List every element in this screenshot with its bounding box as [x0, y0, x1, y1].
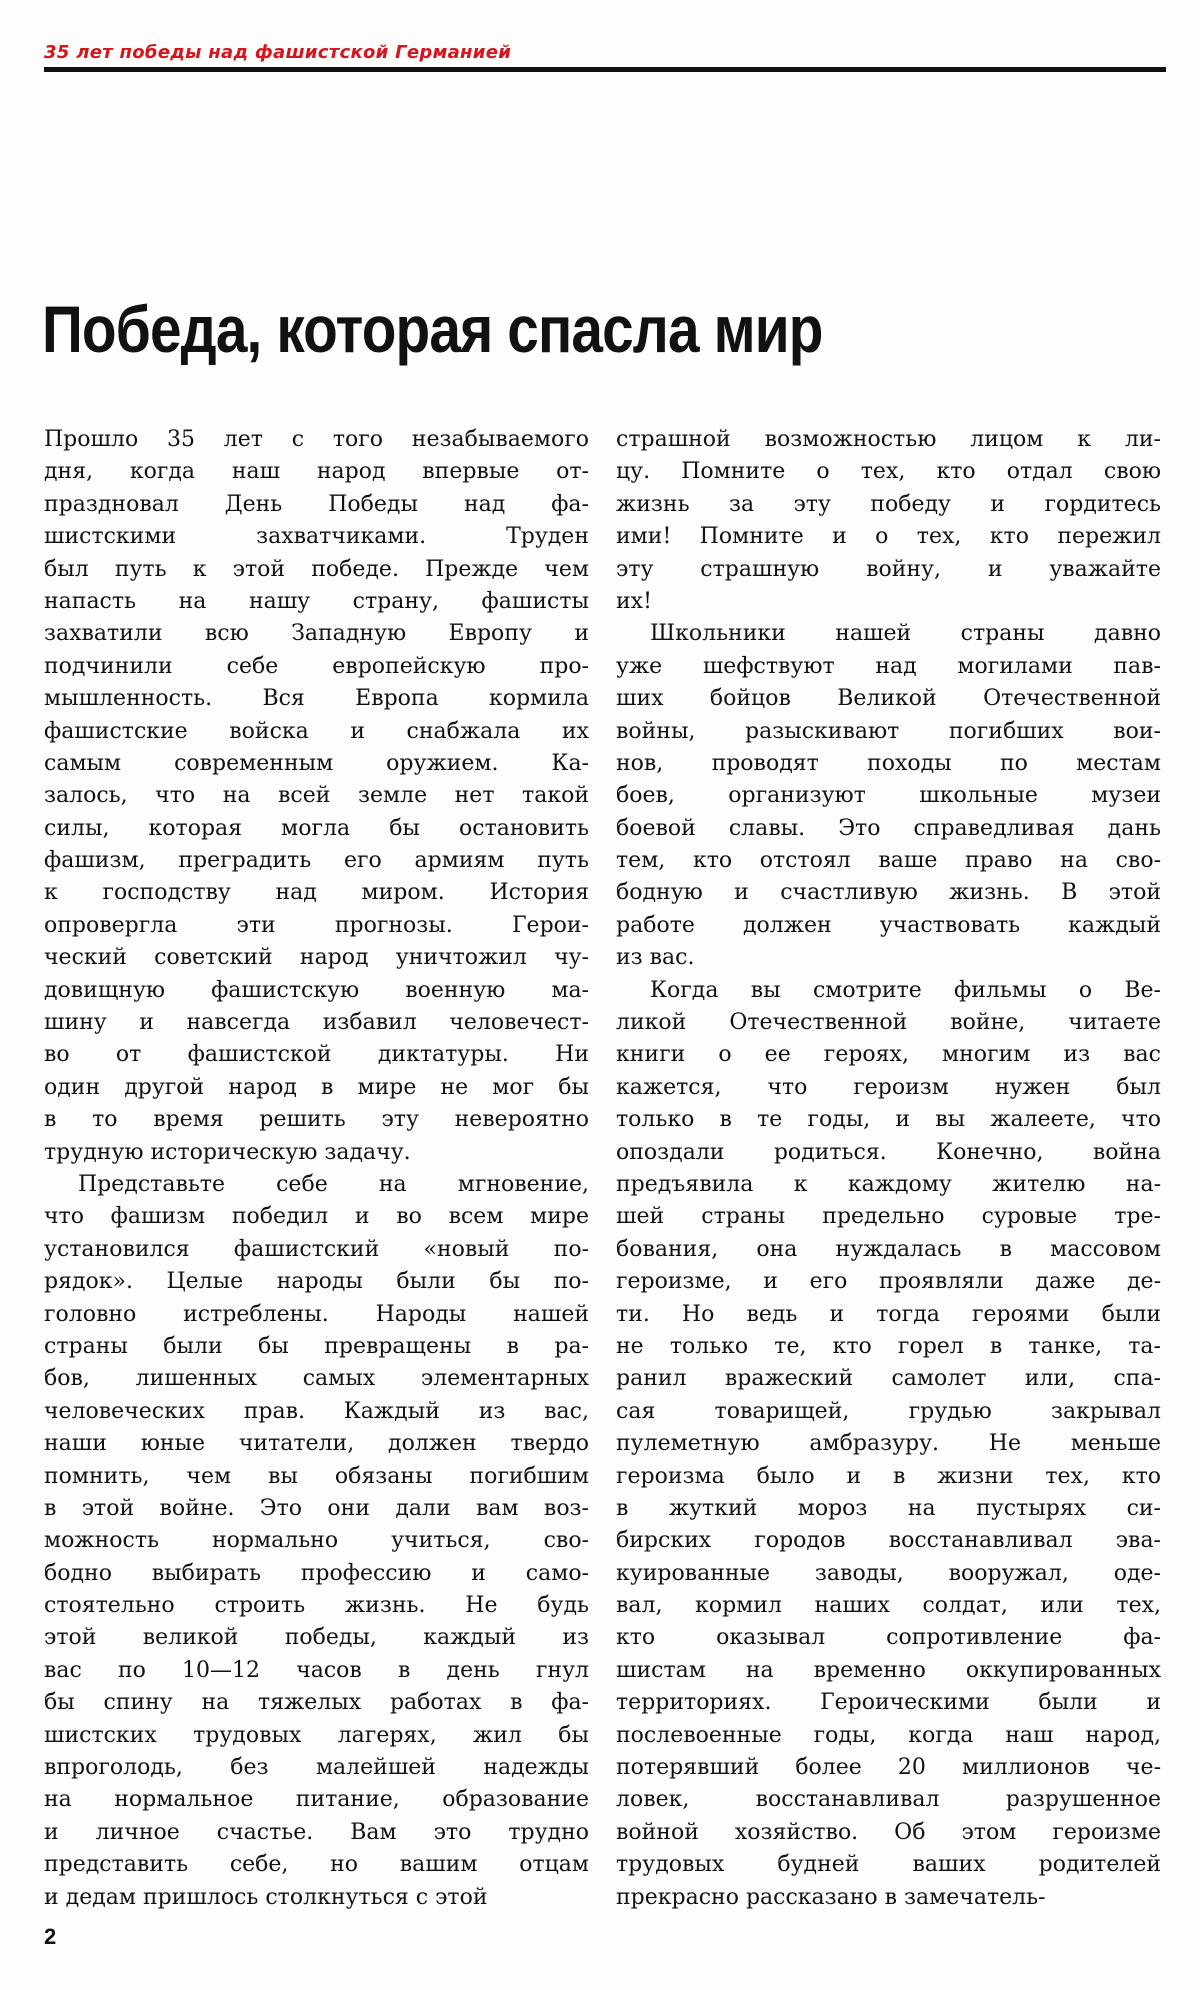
- article-column-left: [44, 424, 589, 1914]
- article-text-line: ческий советский народ уничтожил чу-: [44, 945, 589, 971]
- article-text-line: войны, разыскивают погибших вои-: [616, 718, 1161, 744]
- article-text-line: сая товарищей, грудью закрывал: [616, 1398, 1161, 1424]
- article-text-line: шистам на временно оккупированных: [616, 1657, 1161, 1683]
- article-text-line: бирских городов восстанавливал эва-: [616, 1528, 1161, 1554]
- article-text-line: их!: [616, 588, 652, 614]
- article-text-line: бы спину на тяжелых работах в фа-: [44, 1690, 589, 1716]
- article-text-line: Представьте себе на мгновение,: [78, 1171, 589, 1197]
- article-text-line: можность нормально учиться, сво-: [44, 1528, 589, 1554]
- article-text-line: куированные заводы, вооружал, оде-: [616, 1560, 1161, 1586]
- article-text-line: пулеметную амбразуру. Не меньше: [616, 1431, 1161, 1457]
- article-text-line: боевой славы. Это справедливая дань: [616, 815, 1161, 841]
- article-text-line: в то время решить эту невероятно: [44, 1107, 589, 1133]
- header-rule: [44, 67, 1166, 72]
- article-text-line: тем, кто отстоял ваше право на сво-: [616, 848, 1161, 874]
- article-text-line: не только те, кто горел в танке, та-: [616, 1333, 1161, 1359]
- article-text-line: во от фашистской диктатуры. Ни: [44, 1042, 589, 1068]
- article-text-line: был путь к этой победе. Прежде чем: [44, 556, 589, 582]
- article-text-line: прекрасно рассказано в замечатель-: [616, 1884, 1046, 1910]
- article-text-line: впроголодь, без малейшей надежды: [44, 1755, 589, 1781]
- article-text-line: кажется, что героизм нужен был: [616, 1074, 1161, 1100]
- article-text-line: ранил вражеский самолет или, спа-: [616, 1366, 1161, 1392]
- article-text-line: и дедам пришлось столкнуться с этой: [44, 1884, 488, 1910]
- article-text-line: героизма было и в жизни тех, кто: [616, 1463, 1161, 1489]
- article-text-line: из вас.: [616, 945, 695, 971]
- article-text-line: один другой народ в мире не мог бы: [44, 1074, 589, 1100]
- article-text-line: праздновал День Победы над фа-: [44, 491, 589, 517]
- article-text-line: головно истреблены. Народы нашей: [44, 1301, 589, 1327]
- article-text-line: и личное счастье. Вам это трудно: [44, 1819, 589, 1845]
- article-text-line: дня, когда наш народ впервые от-: [44, 459, 589, 485]
- article-text-line: залось, что на всей земле нет такой: [44, 783, 589, 809]
- article-text-line: бов, лишенных самых элементарных: [44, 1366, 589, 1392]
- article-text-line: ликой Отечественной войне, читаете: [616, 1010, 1161, 1036]
- article-text-line: работе должен участвовать каждый: [616, 912, 1161, 938]
- article-text-line: шей страны предельно суровые тре-: [616, 1204, 1161, 1230]
- article-text-line: бодно выбирать профессию и само-: [44, 1560, 589, 1586]
- article-text-line: вал, кормил наших солдат, или тех,: [616, 1593, 1161, 1619]
- article-text-line: опоздали родиться. Конечно, война: [616, 1139, 1161, 1165]
- article-text-line: страны были бы превращены в ра-: [44, 1333, 589, 1359]
- article-text-line: на нормальное питание, образование: [44, 1787, 589, 1813]
- article-text-line: кто оказывал сопротивление фа-: [616, 1625, 1161, 1651]
- article-text-line: цу. Помните о тех, кто отдал свою: [616, 459, 1161, 485]
- article-text-line: самым современным оружием. Ка-: [44, 750, 589, 776]
- article-text-line: книги о ее героях, многим из вас: [616, 1042, 1161, 1068]
- page-number: 2: [44, 1924, 57, 1949]
- article-text-line: этой великой победы, каждый из: [44, 1625, 589, 1651]
- article-text-line: эту страшную войну, и уважайте: [616, 556, 1161, 582]
- article-text-line: вас по 10—12 часов в день гнул: [44, 1657, 589, 1683]
- article-text-line: к господству над миром. История: [44, 880, 589, 906]
- article-text-line: в этой войне. Это они дали вам воз-: [44, 1495, 589, 1521]
- article-text-line: установился фашистский «новый по-: [44, 1236, 589, 1262]
- article-title: Победа, которая спасла мир: [42, 292, 823, 366]
- article-text-line: подчинили себе европейскую про-: [44, 653, 589, 679]
- article-text-line: уже шефствуют над могилами пав-: [616, 653, 1161, 679]
- article-text-line: шистских трудовых лагерях, жил бы: [44, 1722, 589, 1748]
- article-text-line: довищную фашистскую военную ма-: [44, 977, 589, 1003]
- article-text-line: человеческих прав. Каждый из вас,: [44, 1398, 589, 1424]
- article-text-line: потерявший более 20 миллионов че-: [616, 1755, 1161, 1781]
- article-text-line: напасть на нашу страну, фашисты: [44, 588, 589, 614]
- article-column-right: [616, 424, 1161, 1914]
- article-text-line: Школьники нашей страны давно: [650, 621, 1161, 647]
- article-text-line: стоятельно строить жизнь. Не будь: [44, 1593, 589, 1619]
- article-text-line: фашистские войска и снабжала их: [44, 718, 589, 744]
- article-text-line: захватили всю Западную Европу и: [44, 621, 589, 647]
- article-text-line: бования, она нуждалась в массовом: [616, 1236, 1161, 1262]
- article-text-line: героизме, и его проявляли даже де-: [616, 1269, 1161, 1295]
- article-text-line: нов, проводят походы по местам: [616, 750, 1161, 776]
- article-text-line: наши юные читатели, должен твердо: [44, 1431, 589, 1457]
- article-text-line: предъявила к каждому жителю на-: [616, 1171, 1161, 1197]
- article-text-line: шину и навсегда избавил человечест-: [44, 1010, 589, 1036]
- article-text-line: ловек, восстанавливал разрушенное: [616, 1787, 1161, 1813]
- section-header-label: 35 лет победы над фашистской Германией: [44, 42, 512, 63]
- article-text-line: страшной возможностью лицом к ли-: [616, 427, 1161, 452]
- article-text-line: ими! Помните и о тех, кто пережил: [616, 524, 1161, 550]
- article-text-line: помнить, чем вы обязаны погибшим: [44, 1463, 589, 1489]
- article-text-line: только в те годы, и вы жалеете, что: [616, 1107, 1161, 1133]
- article-text-line: опровергла эти прогнозы. Герои-: [44, 912, 589, 938]
- article-text-line: послевоенные годы, когда наш народ,: [616, 1722, 1161, 1748]
- article-text-line: в жуткий мороз на пустырях си-: [616, 1495, 1161, 1521]
- article-text-line: войной хозяйство. Об этом героизме: [616, 1819, 1161, 1845]
- article-text-line: бодную и счастливую жизнь. В этой: [616, 880, 1161, 906]
- article-text-line: боев, организуют школьные музеи: [616, 783, 1161, 809]
- article-text-line: представить себе, но вашим отцам: [44, 1852, 589, 1878]
- article-text-line: трудовых будней ваших родителей: [616, 1852, 1161, 1878]
- article-text-line: что фашизм победил и во всем мире: [44, 1204, 589, 1230]
- article-text-line: Когда вы смотрите фильмы о Ве-: [650, 977, 1161, 1003]
- article-text-line: силы, которая могла бы остановить: [44, 815, 589, 841]
- article-text-line: рядок». Целые народы были бы по-: [44, 1269, 589, 1295]
- article-text-line: ти. Но ведь и тогда героями были: [616, 1301, 1161, 1327]
- article-text-line: ших бойцов Великой Отечественной: [616, 686, 1161, 712]
- article-text-line: трудную историческую задачу.: [44, 1139, 411, 1165]
- article-text-line: мышленность. Вся Европа кормила: [44, 686, 589, 712]
- article-text-line: территориях. Героическими были и: [616, 1690, 1161, 1716]
- article-text-line: Прошло 35 лет с того незабываемого: [44, 427, 589, 452]
- article-text-line: фашизм, преградить его армиям путь: [44, 848, 589, 874]
- article-text-line: жизнь за эту победу и гордитесь: [616, 491, 1161, 517]
- article-text-line: шистскими захватчиками. Труден: [44, 524, 589, 550]
